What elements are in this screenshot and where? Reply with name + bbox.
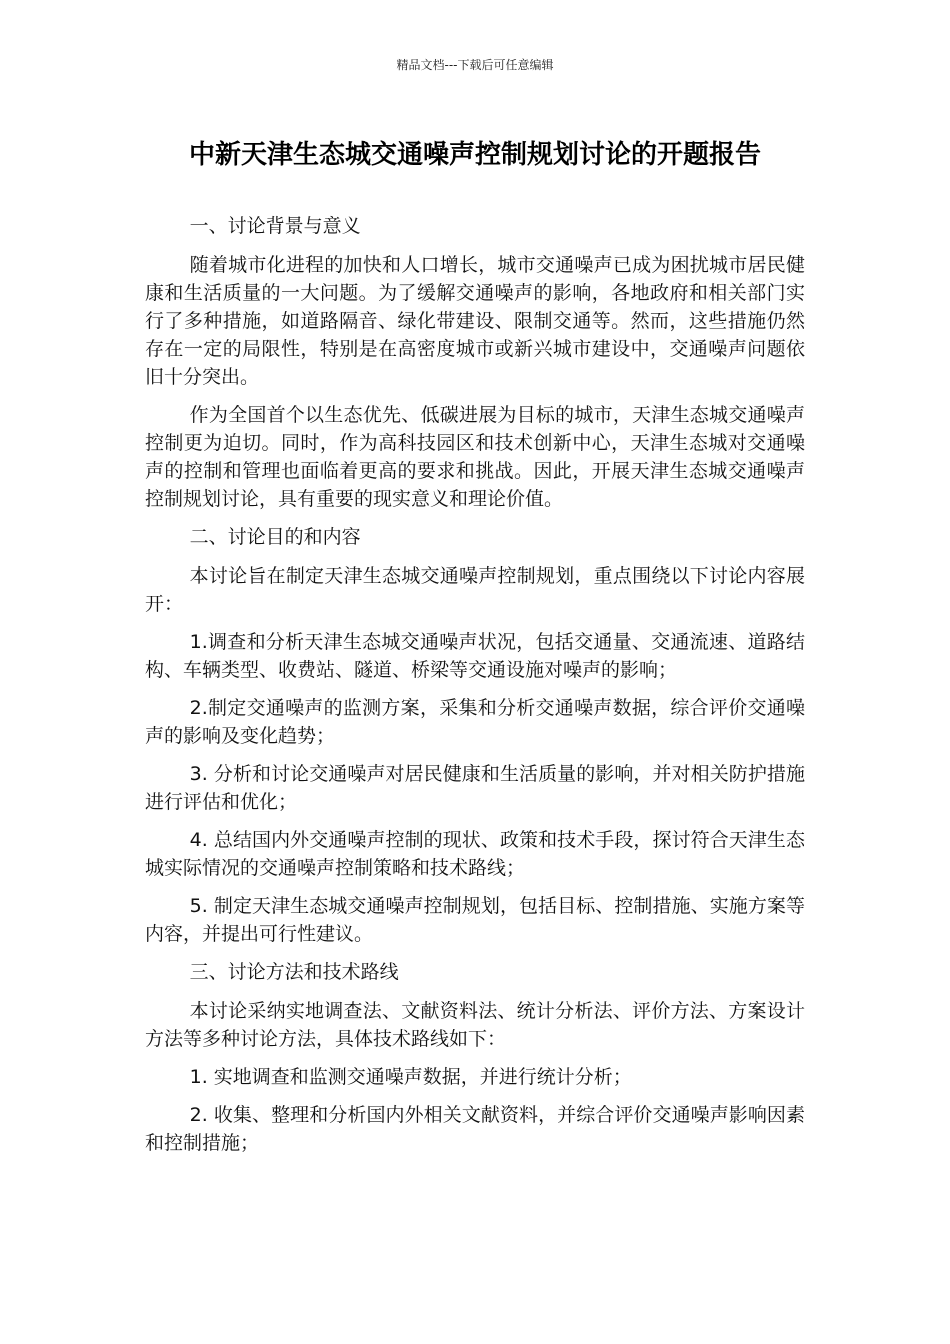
paragraph-background-2: 作为全国首个以生态优先、低碳进展为目标的城市，天津生态城交通噪声控制更为迫切。同时，作为高科技园区和技术创新中心，天津生态城对交通噪声的控制和管理也面临着更高的要求和挑战。因此，开展天津生态城交通噪声控制规划讨论，具有重要的现实意义和理论价值。 bbox=[145, 404, 805, 510]
list-item-objective-3: 3. 分析和讨论交通噪声对居民健康和生活质量的影响，并对相关防护措施进行评估和优化； bbox=[145, 763, 805, 813]
paragraph-objectives-intro: 本讨论旨在制定天津生态城交通噪声控制规划，重点围绕以下讨论内容展开： bbox=[145, 565, 805, 615]
paragraph-background-1: 随着城市化进程的加快和人口增长，城市交通噪声已成为困扰城市居民健康和生活质量的一大问题。为了缓解交通噪声的影响，各地政府和相关部门实行了多种措施，如道路隔音、绿化带建设、限制交通等。然而，这些措施仍然存在一定的局限性，特别是在高密度城市或新兴城市建设中，交通噪声问题依旧十分突出。 bbox=[145, 254, 805, 388]
list-item-method-1: 1. 实地调查和监测交通噪声数据，并进行统计分析； bbox=[189, 1066, 632, 1088]
document-body bbox=[145, 212, 805, 1167]
list-item-objective-4: 4. 总结国内外交通噪声控制的现状、政策和技术手段，探讨符合天津生态城实际情况的交通噪声控制策略和技术路线； bbox=[145, 829, 805, 879]
list-item-objective-5: 5. 制定天津生态城交通噪声控制规划，包括目标、控制措施、实施方案等内容，并提出可行性建议。 bbox=[145, 895, 805, 945]
list-item-objective-2: 2.制定交通噪声的监测方案，采集和分析交通噪声数据，综合评价交通噪声的影响及变化趋势； bbox=[145, 697, 805, 747]
header-note: 精品文档---下载后可任意编辑 bbox=[396, 58, 554, 72]
document-title: 中新天津生态城交通噪声控制规划讨论的开题报告 bbox=[188, 140, 761, 170]
list-item-objective-1: 1.调查和分析天津生态城交通噪声状况，包括交通量、交通流速、道路结构、车辆类型、收费站、隧道、桥梁等交通设施对噪声的影响； bbox=[145, 631, 805, 681]
paragraph-methods-intro: 本讨论采纳实地调查法、文献资料法、统计分析法、评价方法、方案设计方法等多种讨论方法，具体技术路线如下： bbox=[145, 1000, 805, 1050]
section-heading-objectives: 二、讨论目的和内容 bbox=[189, 526, 361, 548]
section-heading-background: 一、讨论背景与意义 bbox=[189, 215, 361, 237]
list-item-method-2: 2. 收集、整理和分析国内外相关文献资料，并综合评价交通噪声影响因素和控制措施； bbox=[145, 1104, 805, 1154]
section-heading-methods: 三、讨论方法和技术路线 bbox=[189, 961, 399, 983]
